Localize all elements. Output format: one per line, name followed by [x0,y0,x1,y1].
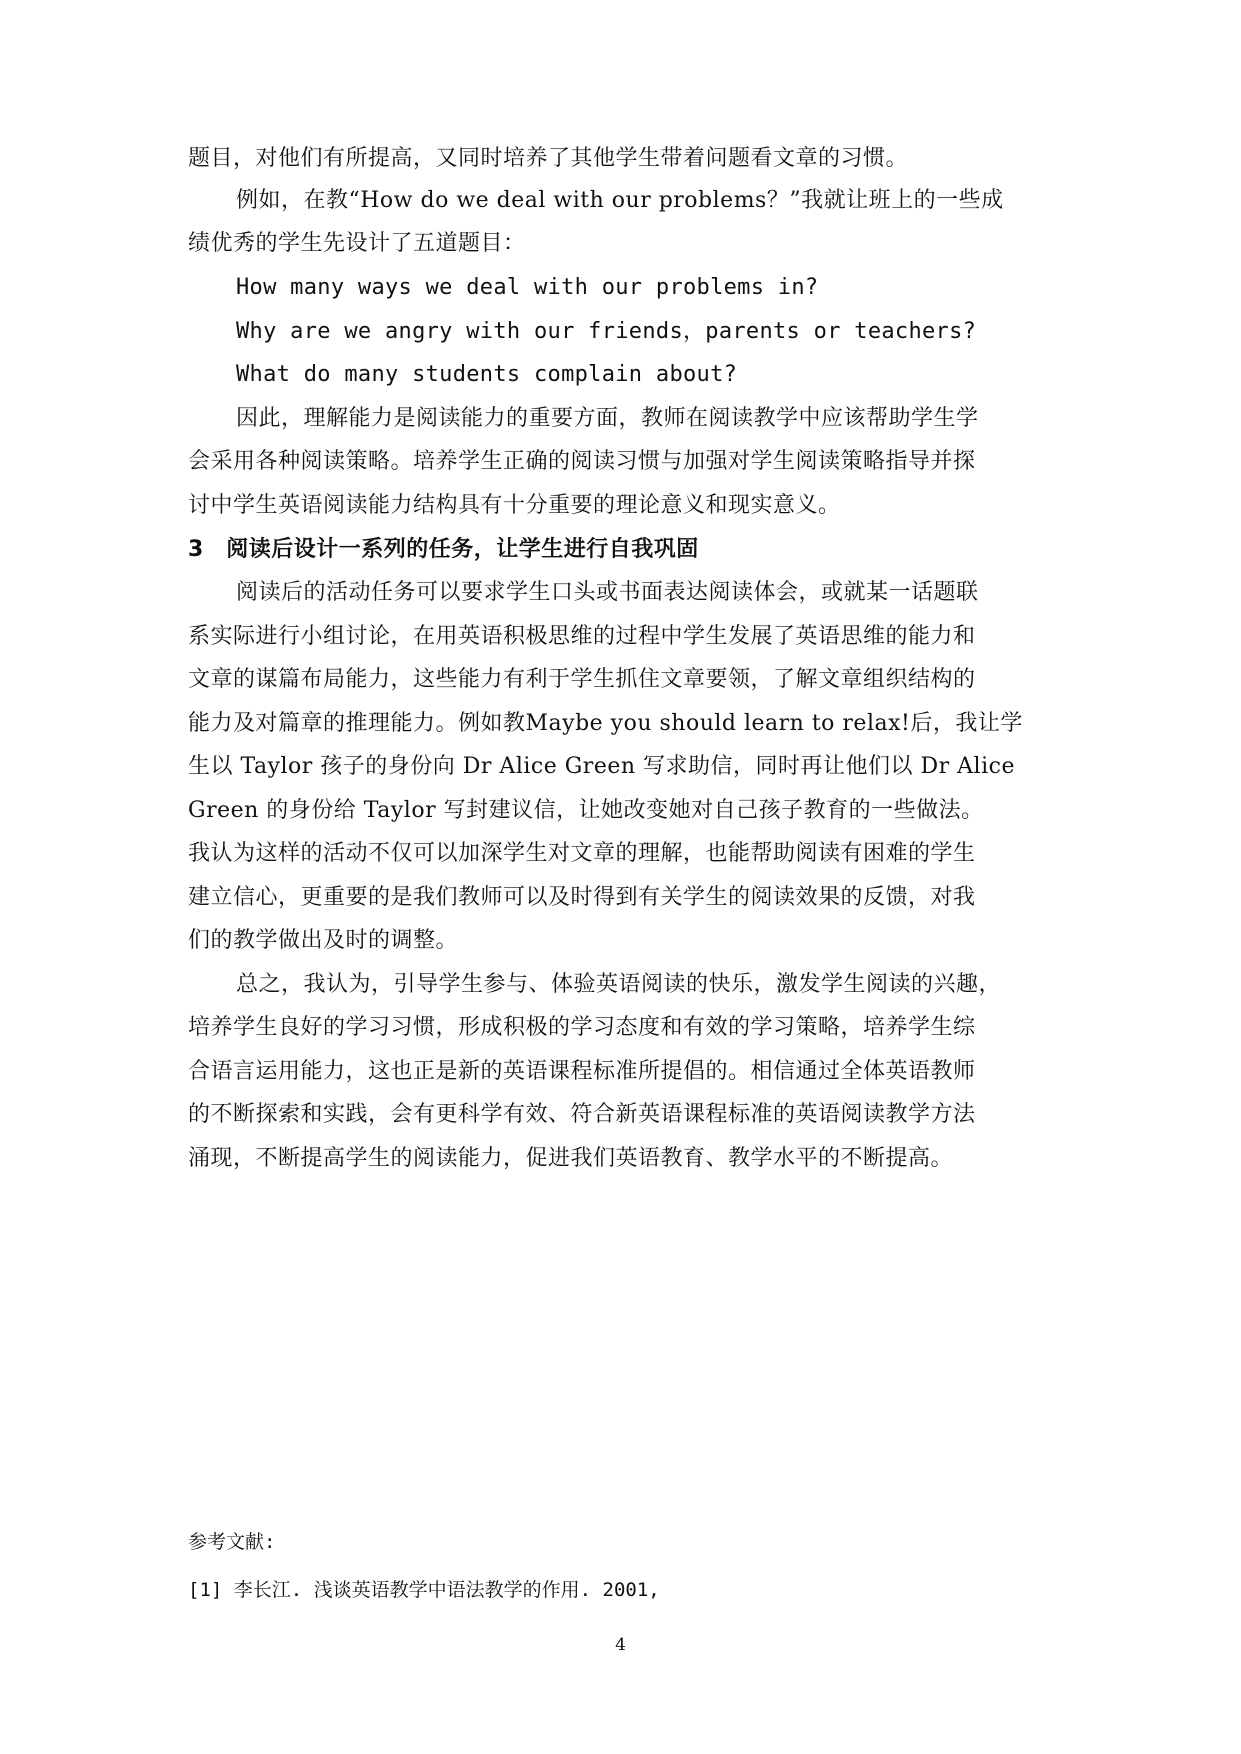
body-text-line: 总之，我认为，引导学生参与、体验英语阅读的快乐，激发学生阅读的兴趣， [236,972,1002,997]
page-number: 4 [615,1635,626,1655]
body-text-line: 合语言运用能力，这也正是新的英语课程标准所提倡的。相信通过全体英语教师 [188,1059,976,1084]
body-text-line: 系实际进行小组讨论，在用英语积极思维的过程中学生发展了英语思维的能力和 [188,624,976,649]
section-heading: 3 阅读后设计一系列的任务，让学生进行自我巩固 [188,537,699,562]
body-text-line: 建立信心，更重要的是我们教师可以及时得到有关学生的阅读效果的反馈，对我 [188,885,976,910]
body-text-line: 能力及对篇章的推理能力。例如教Maybe you should learn to relax!后，我让学 [188,711,1023,736]
question-line: What do many students complain about? [236,362,738,387]
reference-item: [1] 李长江. 浅谈英语教学中语法教学的作用. 2001, [188,1579,660,1601]
body-text-line: 会采用各种阅读策略。培养学生正确的阅读习惯与加强对学生阅读策略指导并探 [188,449,976,474]
body-text-line: 文章的谋篇布局能力，这些能力有利于学生抓住文章要领，了解文章组织结构的 [188,667,976,692]
body-text-line: 生以 Taylor 孩子的身份向 Dr Alice Green 写求助信，同时再让他们以 Dr Alice [188,754,1015,779]
question-line: How many ways we deal with our problems in? [236,275,819,300]
body-text-line: 例如，在教“How do we deal with our problems？”我就让班上的一些成 [236,188,1004,213]
question-line: Why are we angry with our friends，parents or teachers? [236,319,977,344]
body-text-line: Green 的身份给 Taylor 写封建议信，让她改变她对自己孩子教育的一些做法。 [188,798,984,823]
body-text-line: 讨中学生英语阅读能力结构具有十分重要的理论意义和现实意义。 [188,493,841,518]
body-text-line: 我认为这样的活动不仅可以加深学生对文章的理解，也能帮助阅读有困难的学生 [188,841,976,866]
body-text-line: 们的教学做出及时的调整。 [188,928,459,953]
body-text-line: 绩优秀的学生先设计了五道题目： [188,231,526,256]
references-title: 参考文献: [188,1531,276,1553]
body-text-line: 阅读后的活动任务可以要求学生口头或书面表达阅读体会，或就某一话题联 [236,580,979,605]
body-text-line: 培养学生良好的学习习惯，形成积极的学习态度和有效的学习策略，培养学生综 [188,1015,976,1040]
body-text-line: 涌现，不断提高学生的阅读能力，促进我们英语教育、教学水平的不断提高。 [188,1146,954,1171]
body-text-line: 因此，理解能力是阅读能力的重要方面，教师在阅读教学中应该帮助学生学 [236,406,979,431]
body-text-line: 的不断探索和实践，会有更科学有效、符合新英语课程标准的英语阅读教学方法 [188,1102,976,1127]
body-text-line: 题目，对他们有所提高，又同时培养了其他学生带着问题看文章的习惯。 [188,146,909,171]
